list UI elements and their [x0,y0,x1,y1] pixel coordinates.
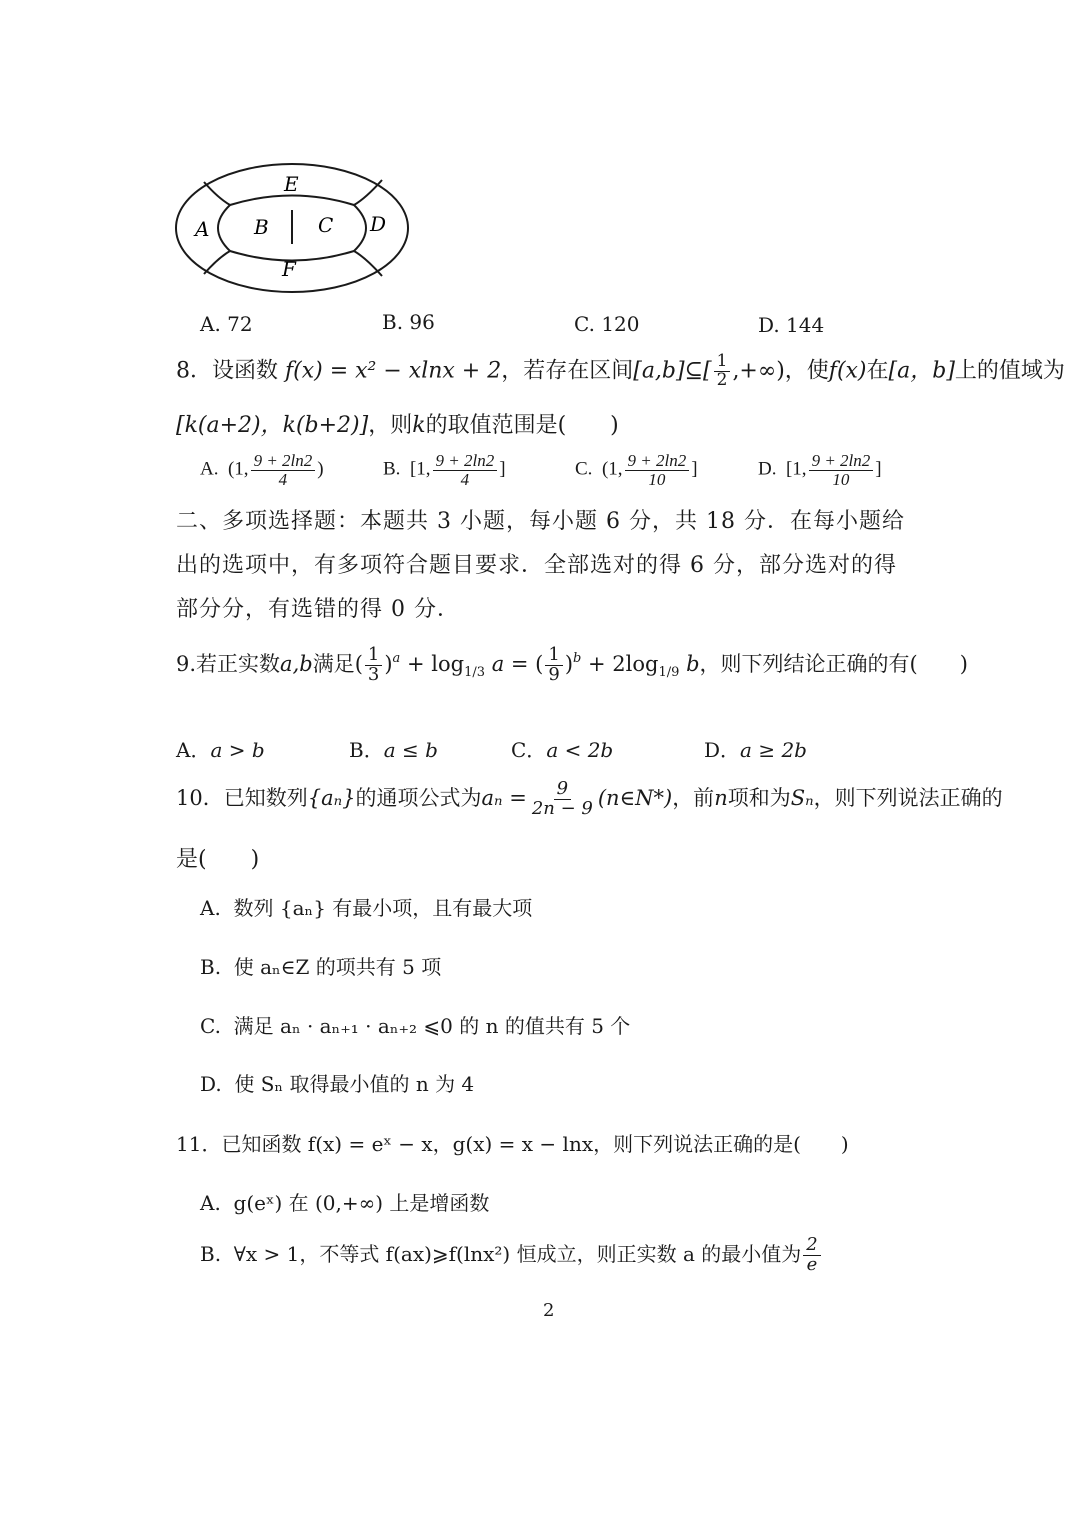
q11-option-a: A. g(eˣ) 在 (0,+∞) 上是增函数 [200,1191,490,1215]
q10-option-d: D. 使 Sₙ 取得最小值的 n 为 4 [200,1072,475,1096]
q8-stem-line1: 8．设函数 f(x) = x² − xlnx + 2，若存在区间[a,b]⊆[ $\frac{1}{2}$ ,+∞)，使f(x)在[a，b]上的值域为 [176,351,1065,390]
q9-option-a: A．a > b [176,738,265,762]
region-label-b: B [254,215,269,239]
q10-stem-line2: 是( ) [176,847,260,872]
region-label-a: A [195,217,210,241]
q10-option-b: B. 使 aₙ∈Z 的项共有 5 项 [200,955,442,979]
q9-option-d: D．a ≥ 2b [704,738,807,762]
boundary-right [354,205,366,251]
region-label-d: D [370,212,387,236]
q10-option-a: A. 数列 {aₙ} 有最小项，且有最大项 [200,896,533,920]
region-label-c: C [318,213,334,237]
q8-option-b: B. [1, $\frac{9 + 2\ln 2}{4}$ ] [383,451,506,489]
q8-stem-line2: [k(a+2)，k(b+2)]，则k的取值范围是( ) [176,413,619,438]
region-label-f: F [282,257,296,281]
q10-stem-line1: 10．已知数列{aₙ}的通项公式为aₙ = $\frac{9}{2n - 9}$ (n∈N*)，前n项和为Sₙ，则下列说法正确的 [176,778,1003,819]
q7-option-d: D. 144 [758,313,825,337]
q10-option-c: C. 满足 aₙ · aₙ₊₁ · aₙ₊₂ ⩽0 的 n 的值共有 5 个 [200,1014,631,1038]
q11-stem: 11．已知函数 f(x) = eˣ − x，g(x) = x − lnx，则下列说法正确的是( ) [176,1132,849,1156]
q11-option-b: B. ∀x > 1，不等式 f(ax)⩾f(lnx²) 恒成立，则正实数 a 的最小值为 $\frac{2}{e}$ [200,1236,823,1275]
section2-instructions: 二、多项选择题：本题共 3 小题，每小题 6 分，共 18 分．在每小题给出的选项中，有多项符合题目要求．全部选对的得 6 分，部分选对的得部分分，有选错的得 0 分． [176,509,905,622]
region-label-e: E [284,172,299,196]
q7-option-a: A. 72 [200,312,253,336]
boundary-left [218,205,230,251]
q8-option-a: A. (1, $\frac{9 + 2\ln 2}{4}$ ) [200,451,324,489]
q8-option-d: D. [1, $\frac{9 + 2\ln 2}{10}$ ] [758,451,882,489]
q9-stem: 9.若正实数a,b满足( $\frac{1}{3}$ )$^a + \log_{1/3} a$ = ( $\frac{1}{9}$ )$^b + 2\log_{1/9}$ b，则下列结论正确的有( ) [176,644,968,685]
region-diagram [170,158,416,298]
q7-option-b: B. 96 [382,310,435,334]
q7-option-c: C. 120 [574,312,640,336]
q9-option-c: C．a < 2b [511,738,614,762]
q8-option-c: C. (1, $\frac{9 + 2\ln 2}{10}$ ] [575,451,698,489]
q9-option-b: B．a ≤ b [349,738,438,762]
page-number: 2 [543,1300,555,1321]
